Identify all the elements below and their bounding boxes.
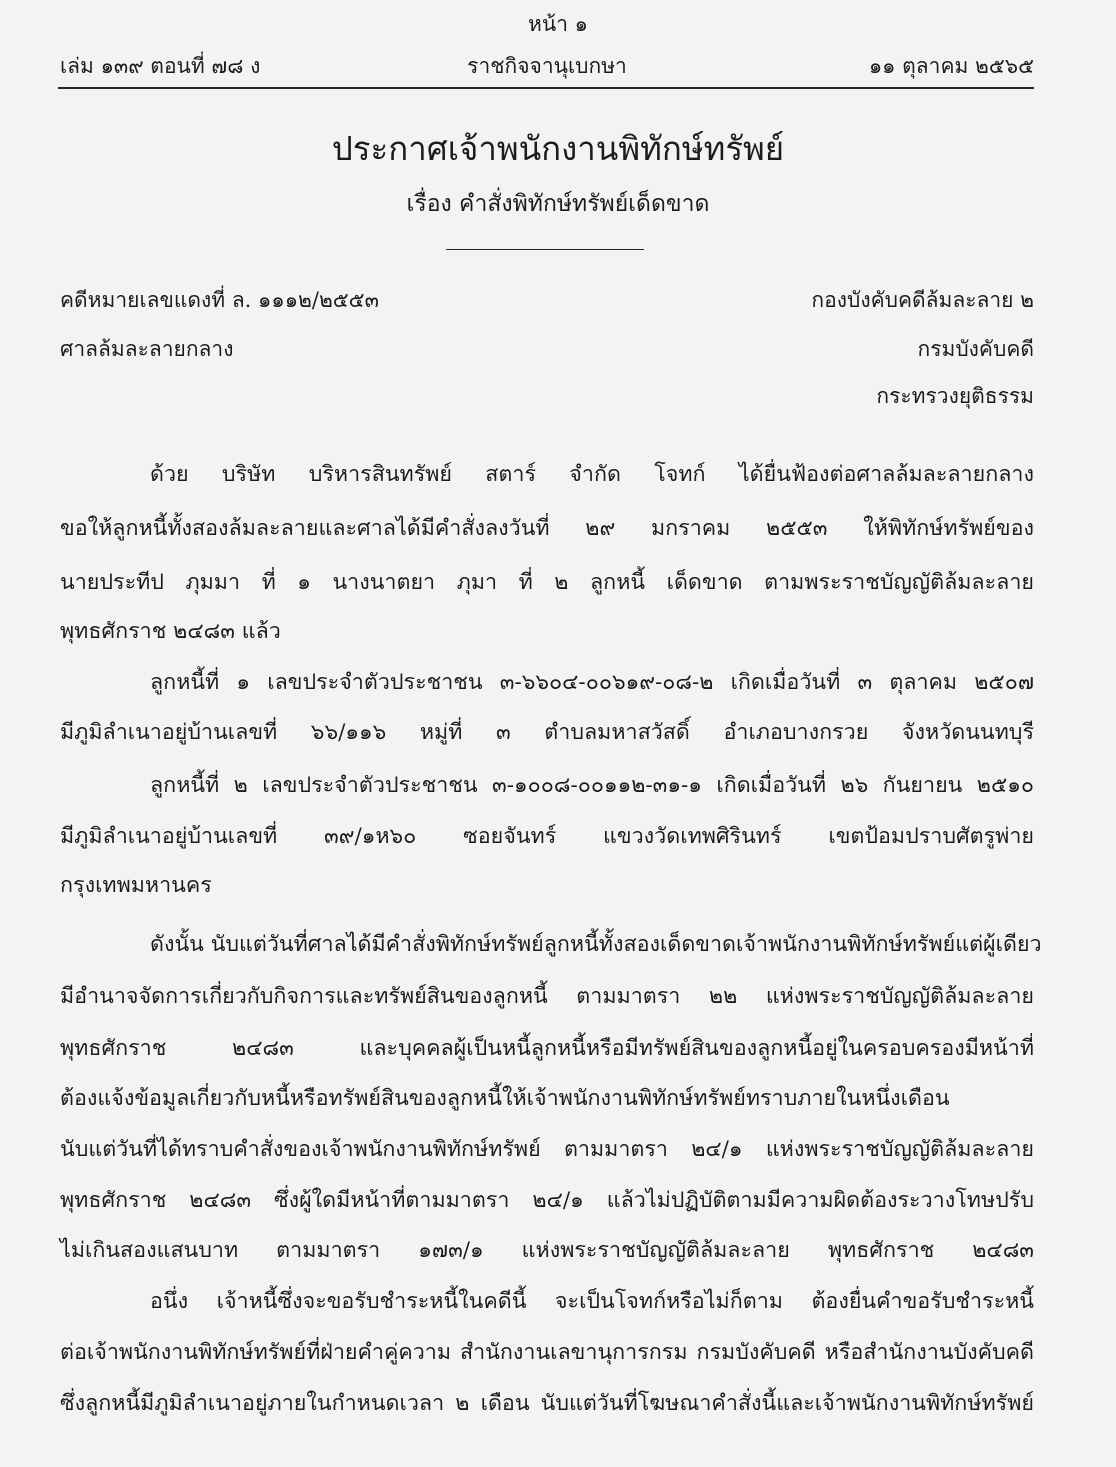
court-name: ศาลล้มละลายกลาง — [60, 337, 234, 361]
issuing-office: กองบังคับคดีล้มละลาย ๒ — [811, 288, 1034, 312]
announcement-title: ประกาศเจ้าพนักงานพิทักษ์ทรัพย์ — [331, 129, 785, 168]
body-line: ลูกหนี้ที่ ๑ เลขประจำตัวประชาชน ๓-๖๖๐๔-๐๐๖๑๙-๐๘-๒ เกิดเมื่อวันที่ ๓ ตุลาคม ๒๕๐๗ — [150, 670, 1034, 695]
body-line: นายประทีป ภุมมา ที่ ๑ นางนาตยา ภุมา ที่ ๒ ลูกหนี้ เด็ดขาด ตามพระราชบัญญัติล้มละลาย — [60, 570, 1034, 595]
body-line: มีอำนาจจัดการเกี่ยวกับกิจการและทรัพย์สินของลูกหนี้ ตามมาตรา ๒๒ แห่งพระราชบัญญัติล้มละลาย — [60, 984, 1034, 1009]
body-line: พุทธศักราช ๒๔๘๓ และบุคคลผู้เป็นหนี้ลูกหนี้หรือมีทรัพย์สินของลูกหนี้อยู่ในครอบครองมีหน้าที่ — [60, 1036, 1034, 1061]
body-line: ดังนั้น นับแต่วันที่ศาลได้มีคำสั่งพิทักษ์ทรัพย์ลูกหนี้ทั้งสองเด็ดขาดเจ้าพนักงานพิทักษ์ทรัพย์แต่ผู้เดียว — [150, 932, 1042, 957]
body-line: ต้องแจ้งข้อมูลเกี่ยวกับหนี้หรือทรัพย์สินของลูกหนี้ให้เจ้าพนักงานพิทักษ์ทรัพย์ทราบภายในหนึ่งเดือน — [60, 1086, 950, 1111]
issuing-department: กรมบังคับคดี — [917, 337, 1034, 361]
body-line: กรุงเทพมหานคร — [60, 873, 212, 898]
body-line: พุทธศักราช ๒๔๘๓ แล้ว — [60, 619, 281, 644]
body-line: ไม่เกินสองแสนบาท ตามมาตรา ๑๗๓/๑ แห่งพระราชบัญญัติล้มละลาย พุทธศักราช ๒๔๘๓ — [60, 1238, 1034, 1263]
case-number: คดีหมายเลขแดงที่ ล. ๑๑๑๒/๒๕๕๓ — [60, 288, 379, 312]
header-rule — [58, 87, 1034, 89]
body-line: นับแต่วันที่ได้ทราบคำสั่งของเจ้าพนักงานพิทักษ์ทรัพย์ ตามมาตรา ๒๔/๑ แห่งพระราชบัญญัติล้มละลาย — [60, 1137, 1034, 1162]
announcement-subject: เรื่อง คำสั่งพิทักษ์ทรัพย์เด็ดขาด — [406, 191, 710, 217]
page-number: หน้า ๑ — [528, 12, 588, 36]
body-line: มีภูมิลำเนาอยู่บ้านเลขที่ ๓๙/๑ห๖๐ ซอยจันทร์ แขวงวัดเทพศิรินทร์ เขตป้อมปราบศัตรูพ่าย — [60, 824, 1034, 849]
body-line: ด้วย บริษัท บริหารสินทรัพย์ สตาร์ จำกัด โจทก์ ได้ยื่นฟ้องต่อศาลล้มละลายกลาง — [150, 462, 1034, 487]
body-line: ซึ่งลูกหนี้มีภูมิลำเนาอยู่ภายในกำหนดเวลา ๒ เดือน นับแต่วันที่โฆษณาคำสั่งนี้และเจ้าพนักงานพิทักษ์ทรัพย์ — [60, 1391, 1034, 1416]
gazette-header — [60, 50, 1034, 80]
body-line: ต่อเจ้าพนักงานพิทักษ์ทรัพย์ที่ฝ่ายคำคู่ความ สำนักงานเลขานุการกรม กรมบังคับคดี หรือสำนักงานบังคับคดี — [60, 1340, 1034, 1365]
volume-issue: เล่ม ๑๓๙ ตอนที่ ๗๘ ง — [60, 54, 261, 78]
body-line: พุทธศักราช ๒๔๘๓ ซึ่งผู้ใดมีหน้าที่ตามมาตรา ๒๔/๑ แล้วไม่ปฏิบัติตามมีความผิดต้องระวางโทษปรับ — [60, 1188, 1034, 1213]
body-line: ลูกหนี้ที่ ๒ เลขประจำตัวประชาชน ๓-๑๐๐๘-๐๐๑๑๒-๓๑-๑ เกิดเมื่อวันที่ ๒๖ กันยายน ๒๕๑๐ — [150, 773, 1034, 798]
publication-date: ๑๑ ตุลาคม ๒๕๖๕ — [868, 54, 1034, 78]
issuing-ministry: กระทรวงยุติธรรม — [876, 384, 1034, 408]
body-line: อนึ่ง เจ้าหนี้ซึ่งจะขอรับชำระหนี้ในคดีนี้ จะเป็นโจทก์หรือไม่ก็ตาม ต้องยื่นคำขอรับชำระหนี้ — [150, 1289, 1034, 1314]
body-line: มีภูมิลำเนาอยู่บ้านเลขที่ ๖๖/๑๑๖ หมู่ที่ ๓ ตำบลมหาสวัสดิ์ อำเภอบางกรวย จังหวัดนนทบุรี — [60, 720, 1034, 745]
body-line: ขอให้ลูกหนี้ทั้งสองล้มละลายและศาลได้มีคำสั่งลงวันที่ ๒๙ มกราคม ๒๕๕๓ ให้พิทักษ์ทรัพย์ของ — [60, 516, 1034, 541]
publication-name: ราชกิจจานุเบกษา — [467, 54, 627, 78]
title-separator — [446, 249, 644, 250]
